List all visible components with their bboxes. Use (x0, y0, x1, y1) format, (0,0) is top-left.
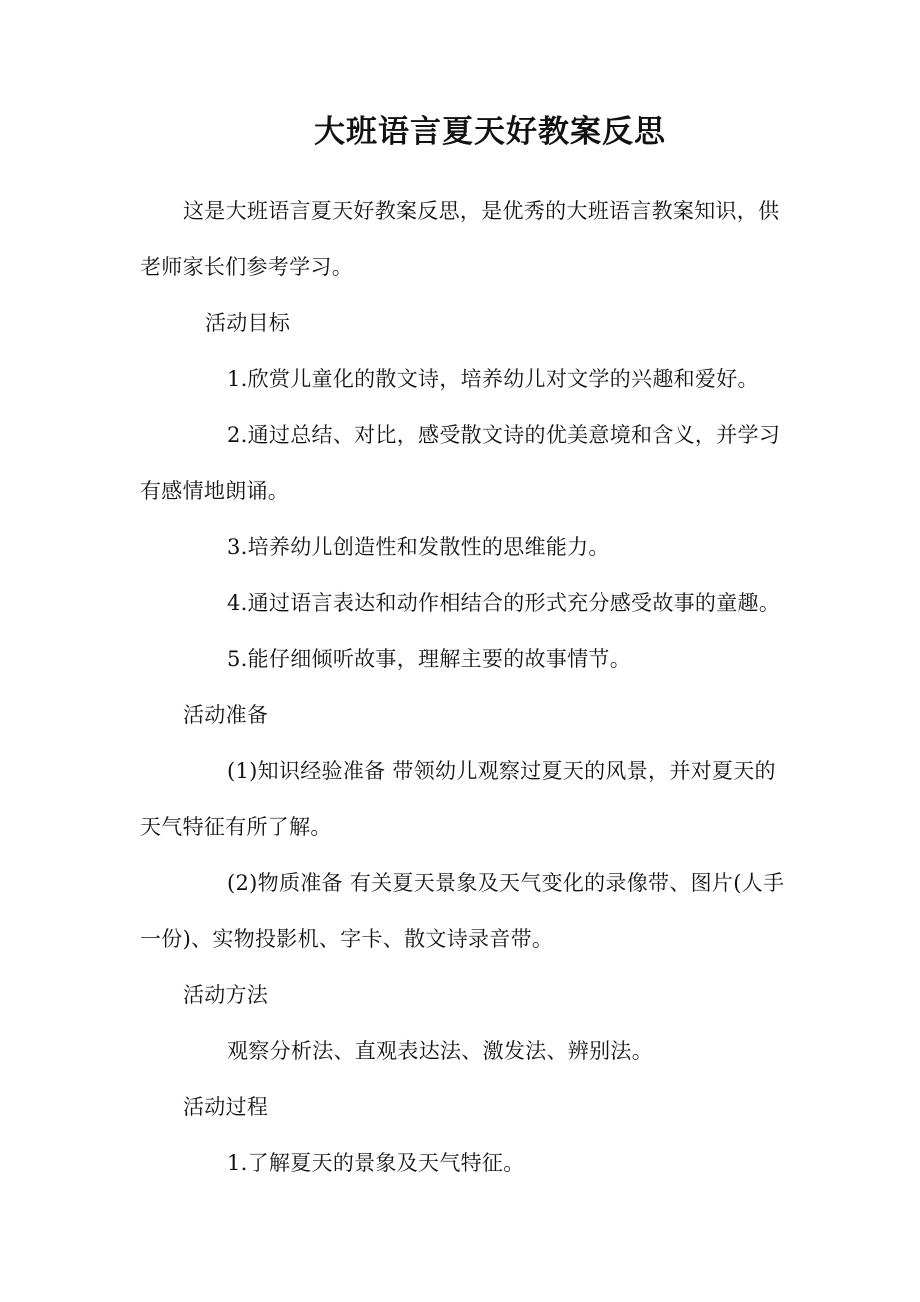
section-heading-methods: 活动方法 (183, 983, 269, 1007)
methods-text: 观察分析法、直观表达法、激发法、辨别法。 (227, 1039, 653, 1063)
intro-line-1: 这是大班语言夏天好教案反思，是优秀的大班语言教案知识，供 (183, 199, 780, 223)
section-heading-goals: 活动目标 (205, 311, 291, 335)
goal-item-3: 3.培养幼儿创造性和发散性的思维能力。 (227, 535, 610, 559)
goal-item-5: 5.能仔细倾听故事，理解主要的故事情节。 (227, 647, 632, 671)
section-heading-preparation: 活动准备 (183, 703, 269, 727)
goal-item-2-line-1: 2.通过总结、对比，感受散文诗的优美意境和含义，并学习 (227, 423, 781, 447)
document-title: 大班语言夏天好教案反思 (314, 114, 666, 150)
intro-line-2: 老师家长们参考学习。 (140, 255, 353, 279)
process-item-1: 1.了解夏天的景象及天气特征。 (227, 1151, 525, 1175)
section-heading-process: 活动过程 (183, 1095, 269, 1119)
prep-item-2-line-2: 一份)、实物投影机、字卡、散文诗录音带。 (140, 927, 554, 951)
goal-item-4: 4.通过语言表达和动作相结合的形式充分感受故事的童趣。 (227, 591, 781, 615)
goal-item-1: 1.欣赏儿童化的散文诗，培养幼儿对文学的兴趣和爱好。 (227, 367, 759, 391)
prep-item-1-line-1: (1)知识经验准备 带领幼儿观察过夏天的风景，并对夏天的 (227, 759, 776, 783)
prep-item-1-line-2: 天气特征有所了解。 (140, 815, 332, 839)
prep-item-2-line-1: (2)物质准备 有关夏天景象及天气变化的录像带、图片(人手 (227, 871, 785, 895)
goal-item-2-line-2: 有感情地朗诵。 (140, 479, 290, 503)
